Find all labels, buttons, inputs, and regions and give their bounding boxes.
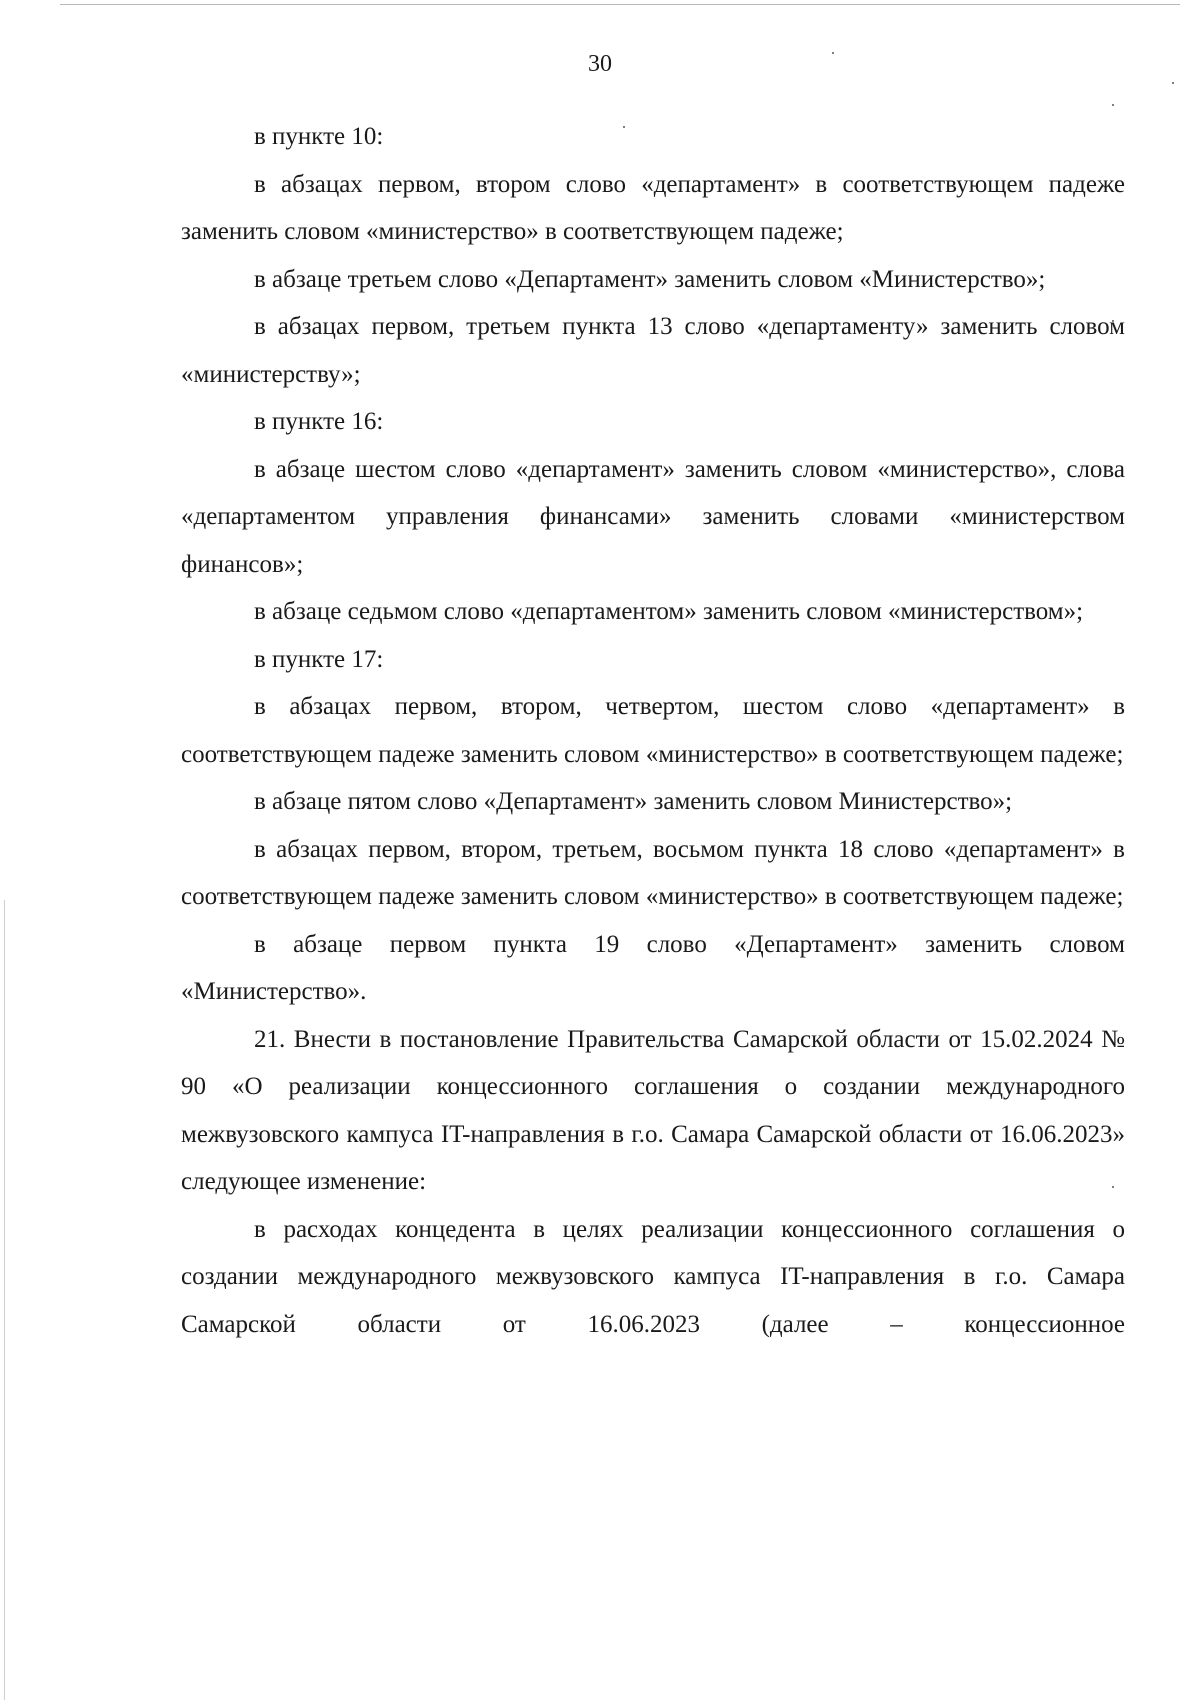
paragraph: в пункте 17: bbox=[254, 645, 384, 673]
paragraph: в абзацах первом, втором, третьем, восьмом пункта 18 слово «департамент» в соответствующем падеже заменить словом «министерство» в соответствующем падеже; bbox=[181, 835, 1125, 910]
paragraph: в абзацах первом, втором слово «департамент» в соответствующем падеже заменить словом «министерство» в соответствующем падеже; bbox=[181, 170, 1125, 245]
paragraph: в пункте 10: bbox=[254, 123, 384, 150]
paragraph: в абзацах первом, втором, четвертом, шестом слово «департамент» в соответствующем падеже заменить словом «министерство» в соответствующем падеже; bbox=[181, 693, 1125, 768]
scan-speck bbox=[1172, 82, 1174, 84]
paragraph: в абзацах первом, третьем пункта 13 слово «департаменту» заменить словом «министерству»; bbox=[181, 313, 1125, 388]
document-body bbox=[181, 113, 1125, 1348]
paragraph: в абзаце шестом слово «департамент» заменить словом «министерство», слова «департаментом управления финансами» заменить словами «министерством финансов»; bbox=[181, 455, 1125, 578]
scan-edge-top bbox=[60, 4, 1180, 5]
paragraph: в абзаце третьем слово «Департамент» заменить словом «Министерство»; bbox=[254, 265, 1046, 293]
scan-speck bbox=[1112, 104, 1114, 106]
paragraph: 21. Внести в постановление Правительства Самарской области от 15.02.2024 № 90 «О реализации концессионного соглашения о создании международного межвузовского кампуса IT-направления в г.о. Самара Самарской области от 16.06.2023» следующее изменение: bbox=[181, 1025, 1125, 1195]
scan-edge-left bbox=[4, 900, 5, 1700]
page-number: 30 bbox=[588, 51, 612, 77]
paragraph: в пункте 16: bbox=[254, 408, 384, 435]
paragraph: в абзаце пятом слово «Департамент» заменить словом Министерство»; bbox=[254, 788, 1013, 815]
paragraph: в абзаце седьмом слово «департаментом» заменить словом «министерством»; bbox=[254, 598, 1084, 625]
paragraph: в расходах концедента в целях реализации концессионного соглашения о создании международного межвузовского кампуса IT-направления в г.о. Самара Самарской области от 16.06.2023 (далее – концессионное bbox=[181, 1215, 1125, 1338]
paragraph: в абзаце первом пункта 19 слово «Департамент» заменить словом «Министерство». bbox=[181, 930, 1125, 1005]
